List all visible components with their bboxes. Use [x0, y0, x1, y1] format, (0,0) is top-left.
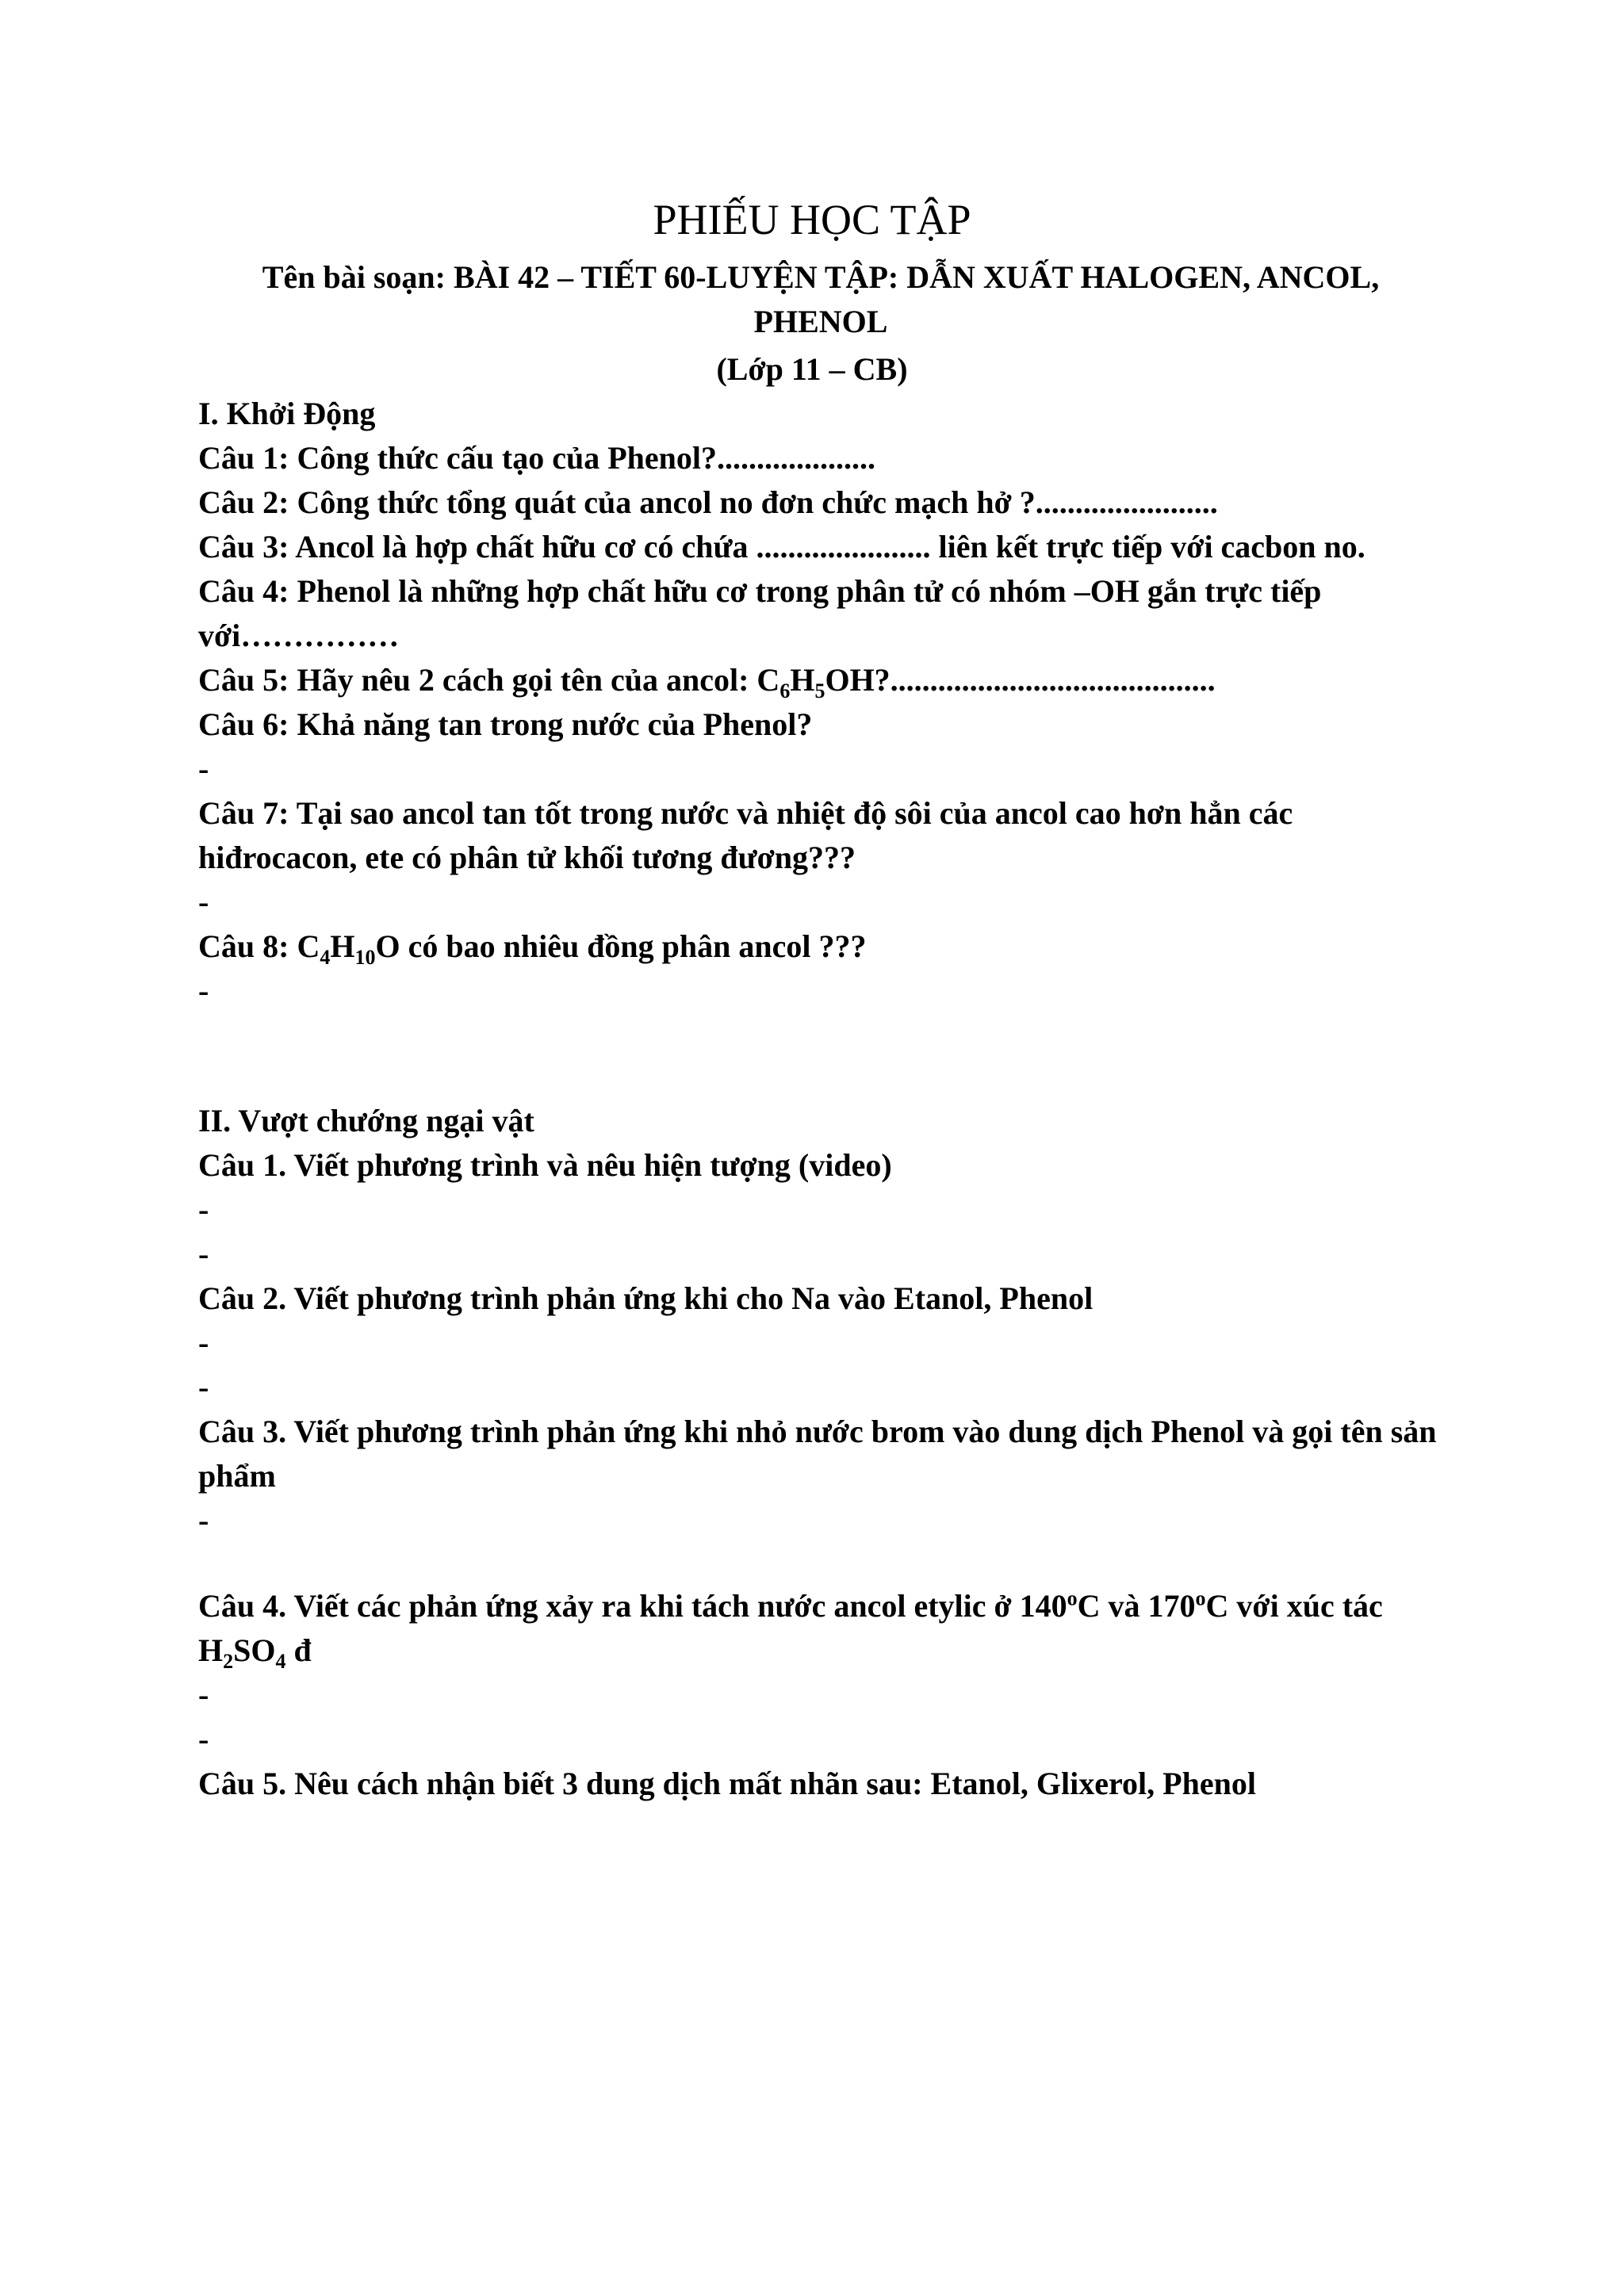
answer-dash: - — [198, 751, 209, 786]
lesson-subtitle: Tên bài soạn: BÀI 42 – TIẾT 60-LUYỆN TẬP: DẪN XUẤT HALOGEN, ANCOL, PHENOL — [262, 259, 1380, 339]
q5-text-c: OH?......................................... — [825, 662, 1216, 698]
section-spacer — [198, 1013, 1443, 1099]
q8-subscript-1: 4 — [320, 946, 331, 969]
s1-question-1: Câu 1: Công thức cấu tạo của Phenol?.................... — [198, 440, 876, 476]
q4-text-e: đ — [285, 1632, 312, 1668]
s2-question-2: Câu 2. Viết phương trình phản ứng khi cho Na vào Etanol, Phenol — [198, 1280, 1094, 1316]
s1-question-8 — [198, 924, 1443, 969]
q8-text-b: H — [330, 928, 355, 964]
s2-question-1: Câu 1. Viết phương trình và nêu hiện tượng (video) — [198, 1147, 892, 1183]
s1-question-5 — [198, 658, 1443, 702]
q4-superscript-1: o — [1067, 1586, 1078, 1610]
s1-question-7: Câu 7: Tại sao ancol tan tốt trong nước và nhiệt độ sôi của ancol cao hơn hẳn các hiđrocacon, ete có phân tử khối tương đương??? — [198, 795, 1293, 875]
q8-text-a: Câu 8: C — [198, 928, 320, 964]
question-spacer — [198, 1543, 1443, 1584]
s1-question-3: Câu 3: Ancol là hợp chất hữu cơ có chứa ...................... liên kết trực tiếp với cacbon no. — [198, 529, 1365, 564]
q4-text-c: C với xúc tác H — [198, 1588, 1383, 1668]
q4-subscript-1: 2 — [223, 1650, 234, 1673]
s2-question-5: Câu 5. Nêu cách nhận biết 3 dung dịch mất nhãn sau: Etanol, Glixerol, Phenol — [198, 1766, 1256, 1801]
q8-subscript-2: 10 — [354, 946, 376, 969]
q5-subscript-2: 5 — [814, 679, 825, 702]
answer-dash: - — [198, 1502, 209, 1538]
q5-text-b: H — [790, 662, 815, 698]
worksheet-content — [198, 392, 1443, 1806]
s1-question-2: Câu 2: Công thức tổng quát của ancol no đơn chức mạch hở ?....................... — [198, 484, 1218, 520]
q4-text-b: C và 170 — [1077, 1588, 1196, 1624]
page-title: PHIẾU HỌC TẬP — [653, 196, 971, 243]
answer-dash: - — [198, 1325, 209, 1360]
grade-label: (Lớp 11 – CB) — [716, 351, 908, 387]
answer-dash: - — [198, 1677, 209, 1712]
q4-text-a: Câu 4. Viết các phản ứng xảy ra khi tách nước ancol etylic ở 140 — [198, 1588, 1067, 1624]
s1-question-4: Câu 4: Phenol là những hợp chất hữu cơ trong phân tử có nhóm –OH gắn trực tiếp với…………… — [198, 573, 1322, 653]
s2-question-3: Câu 3. Viết phương trình phản ứng khi nhỏ nước brom vào dung dịch Phenol và gọi tên sản phẩm — [198, 1414, 1437, 1494]
s1-question-6: Câu 6: Khả năng tan trong nước của Phenol? — [198, 706, 813, 742]
answer-dash: - — [198, 884, 209, 920]
q8-text-c: O có bao nhiêu đồng phân ancol ??? — [375, 928, 867, 964]
q4-text-d: SO — [233, 1632, 276, 1668]
q4-superscript-2: o — [1195, 1586, 1206, 1610]
section1-heading: I. Khởi Động — [198, 396, 376, 431]
answer-dash: - — [198, 973, 209, 1008]
q4-subscript-2: 4 — [275, 1650, 286, 1673]
answer-dash: - — [198, 1236, 209, 1272]
q5-subscript-1: 6 — [779, 679, 791, 702]
answer-dash: - — [198, 1369, 209, 1405]
answer-dash: - — [198, 1721, 209, 1757]
s2-question-4 — [198, 1584, 1443, 1673]
q5-text-a: Câu 5: Hãy nêu 2 cách gọi tên của ancol: C — [198, 662, 780, 698]
section2-heading: II. Vượt chướng ngại vật — [198, 1103, 534, 1138]
answer-dash: - — [198, 1192, 209, 1227]
